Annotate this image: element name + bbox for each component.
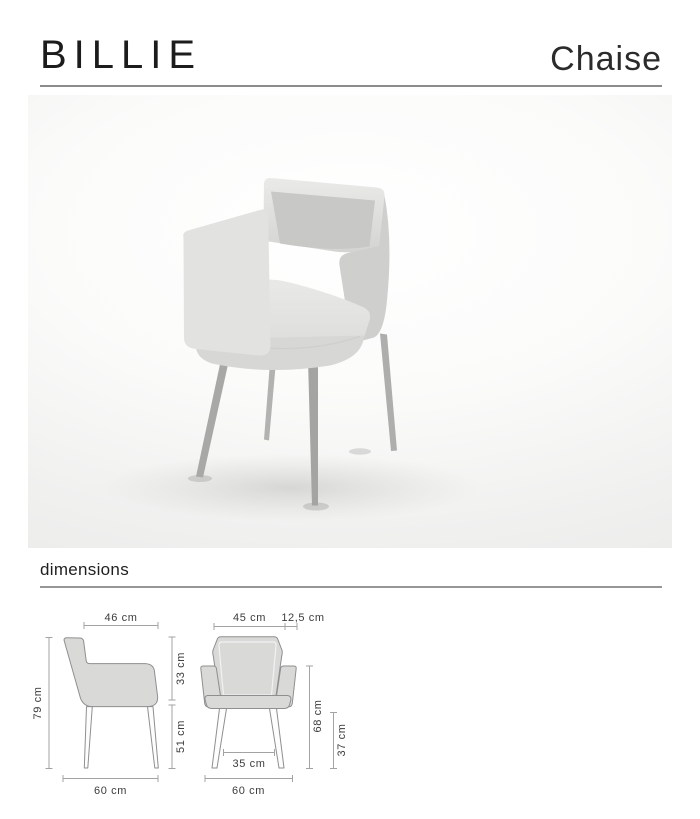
side-view-back-leg: [84, 707, 92, 768]
dim-front-backrest-width: [214, 612, 285, 630]
product-photo: [28, 95, 672, 548]
dim-front-armrest-height: [306, 666, 324, 769]
front-view-left-leg: [212, 709, 227, 769]
armchair-render: [28, 95, 672, 548]
side-view-front-leg: [148, 707, 159, 768]
chair-right-leg: [380, 334, 397, 452]
dim-side-under-seat-height: [169, 705, 188, 769]
dim-label: 79 cm: [32, 686, 44, 720]
dim-label: 45 cm: [233, 612, 266, 624]
dimension-drawings: [0, 600, 700, 819]
front-view-seat: [205, 696, 291, 709]
chair-body: [183, 178, 389, 370]
dim-label: 68 cm: [312, 699, 324, 733]
dim-side-backrest-height: [169, 637, 188, 700]
dim-side-top-width: [84, 612, 158, 629]
dim-label: 51 cm: [175, 720, 187, 753]
dim-label: 60 cm: [232, 785, 265, 797]
dim-label: 37 cm: [336, 723, 348, 757]
side-view-drawing: [32, 612, 187, 797]
chair-left-armrest: [183, 210, 270, 356]
dim-label: 60 cm: [94, 785, 127, 797]
dim-label: 35 cm: [232, 758, 266, 770]
dim-label: 33 cm: [175, 652, 187, 685]
dim-label: 46 cm: [104, 612, 138, 624]
product-category-label: Chaise: [550, 40, 662, 78]
dim-front-overall-width: [205, 775, 293, 797]
dim-side-overall-height: [32, 638, 53, 769]
dimensions-divider: [40, 586, 662, 588]
dim-front-seat-height: [330, 713, 348, 769]
dim-side-overall-depth: [63, 775, 158, 797]
dimensions-section-title: dimensions: [40, 560, 129, 579]
side-view-chair-body: [64, 638, 158, 707]
chair-floor-shadow: [100, 454, 480, 522]
chair-backrest-inner: [271, 192, 375, 249]
dim-label: 12,5 cm: [281, 612, 325, 624]
page-title: BILLIE: [40, 33, 203, 77]
header-divider: [40, 85, 662, 87]
front-view-drawing: [201, 612, 348, 797]
front-view-right-leg: [270, 709, 285, 769]
dim-front-armrest-width: [281, 612, 324, 630]
dim-front-between-legs: [224, 749, 275, 770]
leg-contact-shadow: [349, 448, 371, 454]
